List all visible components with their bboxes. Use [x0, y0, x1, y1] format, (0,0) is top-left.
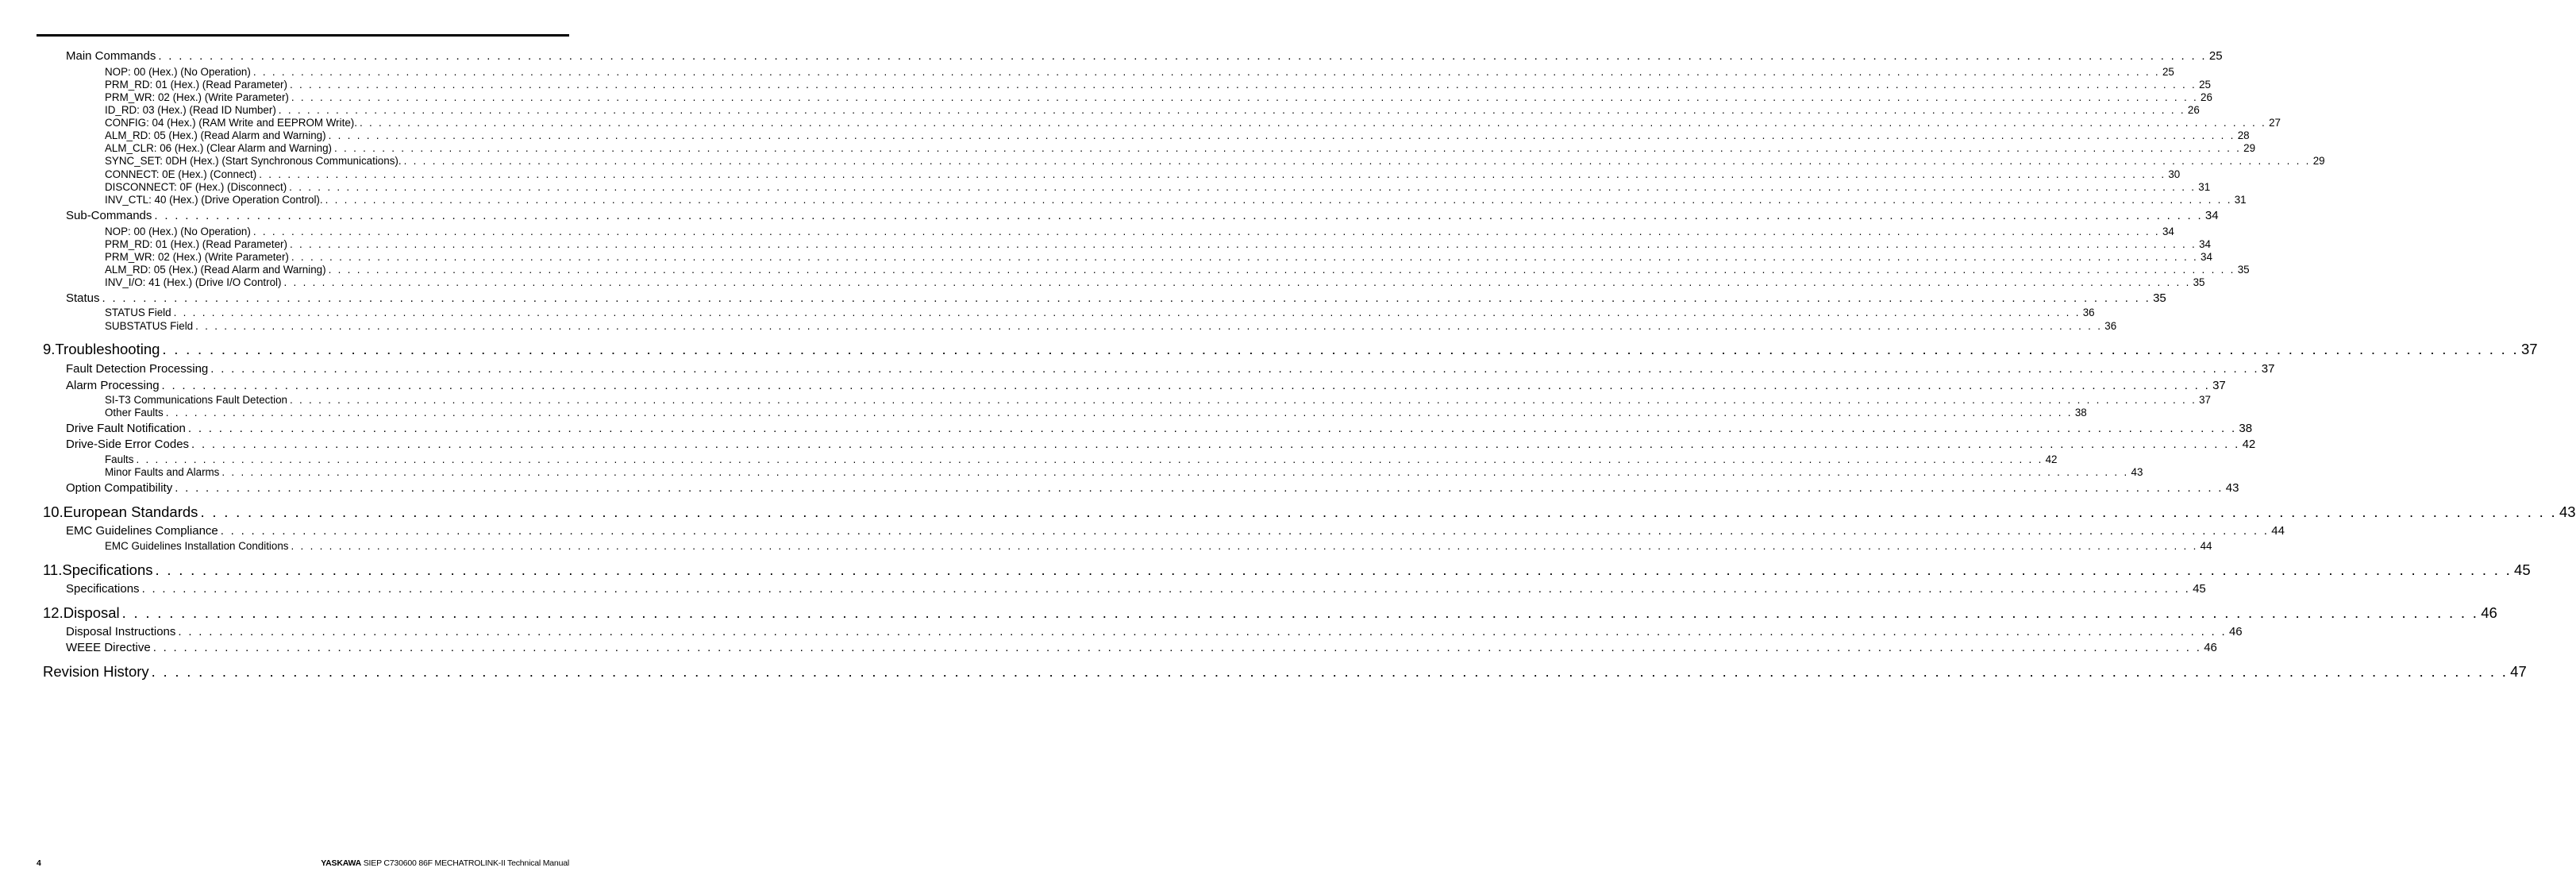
- entry-page-number: 37: [2520, 341, 2538, 357]
- toc-entry[interactable]: [66, 481, 2239, 495]
- dot-leader: . . . . . . . . . . . . . . . . . . . . . . . . . . . . . . . . . . . . . . . . . . . . . . . . . . . . . . . . . . . . . . . . . . . . . . . . . . . . . . . . . . . . . . . . . . . . . . . . . . . . . . . . . . . . . . . . . . . . . . . . . . . . . . . . . . . . . . . . . . . . . . . . . . . . . . . . . . . . . . . . . . . . . . . . . . . . . . . . . . . . . . . . . . . . . . . . . . . . . . . .: [178, 625, 2227, 638]
- entry-title: Faults: [105, 453, 134, 465]
- entry-title: PRM_WR: 02 (Hex.) (Write Parameter): [105, 251, 289, 263]
- entry-page-number: 30: [2168, 168, 2181, 180]
- entry-page-number: 38: [2074, 407, 2087, 418]
- toc-entry[interactable]: [66, 582, 2206, 596]
- entry-title: NOP: 00 (Hex.) (No Operation): [105, 66, 251, 78]
- entry-title: Other Faults: [105, 407, 164, 418]
- footer-page-number: 4: [37, 858, 41, 868]
- entry-page-number: 46: [2228, 625, 2243, 638]
- dot-leader: . . . . . . . . . . . . . . . . . . . . . . . . . . . . . . . . . . . . . . . . . . . . . . . . . . . . . . . . . . . . . . . . . . . . . . . . . . . . . . . . . . . . . . . . . . . . . . . . . . . . . . . . . . . . . . . . . . . . . . . . . . . . . . . . . . . . . . . . . . . . . . . . . . . . . . . . . . . . . . . . . . . . . . . . . . . . . . . . . . . . . . . . . . . . . . . . . . . . . . . .: [162, 341, 2519, 357]
- toc-entry[interactable]: [105, 453, 2058, 465]
- toc-entry[interactable]: [66, 438, 2256, 451]
- entry-title: Troubleshooting: [55, 341, 160, 357]
- entry-title: NOP: 00 (Hex.) (No Operation): [105, 226, 251, 237]
- entry-page-number: 34: [2199, 238, 2211, 250]
- dot-leader: . . . . . . . . . . . . . . . . . . . . . . . . . . . . . . . . . . . . . . . . . . . . . . . . . . . . . . . . . . . . . . . . . . . . . . . . . . . . . . . . . . . . . . . . . . . . . . . . . . . . . . . . . . . . . . . . . . . . . . . . . . . . . . . . . . . . . . . . . . . . . . . . . . . . . . . . . . . . . . . . . . . . . . . . . . . . . . . . . . . . . . . . . . . . . . . . . . . . . . . .: [141, 582, 2191, 596]
- toc-entry[interactable]: [105, 251, 2212, 263]
- dot-leader: . . . . . . . . . . . . . . . . . . . . . . . . . . . . . . . . . . . . . . . . . . . . . . . . . . . . . . . . . . . . . . . . . . . . . . . . . . . . . . . . . . . . . . . . . . . . . . . . . . . . . . . . . . . . . . . . . . . . . . . . . . . . . . . . . . . . . . . . . . . . . . . . . . . . . . . . . . . . . . . . . . . . . . . . . . . . . . . . . . . . . . . . . . . . . . . . . . . . . . . .: [173, 307, 2081, 318]
- toc-entry[interactable]: [105, 320, 2117, 332]
- entry-page-number: 31: [2198, 181, 2211, 193]
- chapter-number: 9.: [43, 341, 56, 357]
- toc-entry[interactable]: [66, 209, 2219, 222]
- toc-entry[interactable]: [105, 394, 2211, 406]
- entry-page-number: 43: [2131, 466, 2143, 478]
- dot-leader: . . . . . . . . . . . . . . . . . . . . . . . . . . . . . . . . . . . . . . . . . . . . . . . . . . . . . . . . . . . . . . . . . . . . . . . . . . . . . . . . . . . . . . . . . . . . . . . . . . . . . . . . . . . . . . . . . . . . . . . . . . . . . . . . . . . . . . . . . . . . . . . . . . . . . . . . . . . . . . . . . . . . . . . . . . . . . . . . . . . . . . . . . . . . . . . . . . . . . . . .: [334, 142, 2242, 154]
- dot-leader: . . . . . . . . . . . . . . . . . . . . . . . . . . . . . . . . . . . . . . . . . . . . . . . . . . . . . . . . . . . . . . . . . . . . . . . . . . . . . . . . . . . . . . . . . . . . . . . . . . . . . . . . . . . . . . . . . . . . . . . . . . . . . . . . . . . . . . . . . . . . . . . . . . . . . . . . . . . . . . . . . . . . . . . . . . . . . . . . . . . . . . . . . . . . . . . . . . . . . . . .: [252, 66, 2160, 78]
- entry-title: Main Commands: [66, 49, 156, 63]
- entry-page-number: 42: [2242, 438, 2256, 451]
- toc-entry[interactable]: [66, 524, 2285, 538]
- dot-leader: . . . . . . . . . . . . . . . . . . . . . . . . . . . . . . . . . . . . . . . . . . . . . . . . . . . . . . . . . . . . . . . . . . . . . . . . . . . . . . . . . . . . . . . . . . . . . . . . . . . . . . . . . . . . . . . . . . . . . . . . . . . . . . . . . . . . . . . . . . . . . . . . . . . . . . . . . . . . . . . . . . . . . . . . . . . . . . . . . . . . . . . . . . . . . . . . . . . . . . . .: [187, 422, 2237, 435]
- dot-leader: . . . . . . . . . . . . . . . . . . . . . . . . . . . . . . . . . . . . . . . . . . . . . . . . . . . . . . . . . . . . . . . . . . . . . . . . . . . . . . . . . . . . . . . . . . . . . . . . . . . . . . . . . . . . . . . . . . . . . . . . . . . . . . . . . . . . . . . . . . . . . . . . . . . . . . . . . . . . . . . . . . . . . . . . . . . . . . . . . . . . . . . . . . . . . . . . . . . . . . . .: [175, 481, 2224, 495]
- entry-page-number: 36: [2082, 307, 2095, 318]
- entry-page-number: 44: [2271, 524, 2285, 538]
- entry-page-number: 34: [2204, 209, 2219, 222]
- toc-revision-entry[interactable]: [43, 663, 2527, 681]
- entry-page-number: 43: [2559, 503, 2576, 520]
- entry-page-number: 31: [2234, 194, 2247, 206]
- toc-entry[interactable]: [66, 362, 2275, 376]
- entry-page-number: 26: [2187, 104, 2200, 116]
- entry-title: EMC Guidelines Installation Conditions: [105, 540, 289, 552]
- dot-leader: . . . . . . . . . . . . . . . . . . . . . . . . . . . . . . . . . . . . . . . . . . . . . . . . . . . . . . . . . . . . . . . . . . . . . . . . . . . . . . . . . . . . . . . . . . . . . . . . . . . . . . . . . . . . . . . . . . . . . . . . . . . . . . . . . . . . . . . . . . . . . . . . . . . . . . . . . . . . . . . . . . . . . . . . . . . . . . . . . . . . . . . . . . . . . . . . . . . . . . . .: [161, 379, 2211, 392]
- entry-page-number: 25: [2199, 79, 2211, 91]
- dot-leader: . . . . . . . . . . . . . . . . . . . . . . . . . . . . . . . . . . . . . . . . . . . . . . . . . . . . . . . . . . . . . . . . . . . . . . . . . . . . . . . . . . . . . . . . . . . . . . . . . . . . . . . . . . . . . . . . . . . . . . . . . . . . . . . . . . . . . . . . . . . . . . . . . . . . . . . . . . . . . . . . . . . . . . . . . . . . . . . . . . . . . . . . . . . . . . . . . . . . . . . .: [403, 155, 2311, 167]
- toc-entry[interactable]: [105, 407, 2087, 418]
- entry-page-number: 37: [2212, 379, 2226, 392]
- entry-title: DISCONNECT: 0F (Hex.) (Disconnect): [105, 181, 287, 193]
- toc-entry[interactable]: [66, 291, 2166, 305]
- dot-leader: . . . . . . . . . . . . . . . . . . . . . . . . . . . . . . . . . . . . . . . . . . . . . . . . . . . . . . . . . . . . . . . . . . . . . . . . . . . . . . . . . . . . . . . . . . . . . . . . . . . . . . . . . . . . . . . . . . . . . . . . . . . . . . . . . . . . . . . . . . . . . . . . . . . . . . . . . . . . . . . . . . . . . . . . . . . . . . . . . . . . . . . . . . . . . . . . . . . . . . . .: [291, 251, 2199, 263]
- entry-title: Drive Fault Notification: [66, 422, 186, 435]
- chapter-number: 11.: [43, 561, 63, 578]
- entry-title: Specifications: [62, 561, 153, 578]
- toc-entry[interactable]: [105, 117, 2281, 129]
- entry-title: ALM_RD: 05 (Hex.) (Read Alarm and Warning): [105, 129, 326, 141]
- toc-entry[interactable]: [105, 66, 2174, 78]
- dot-leader: . . . . . . . . . . . . . . . . . . . . . . . . . . . . . . . . . . . . . . . . . . . . . . . . . . . . . . . . . . . . . . . . . . . . . . . . . . . . . . . . . . . . . . . . . . . . . . . . . . . . . . . . . . . . . . . . . . . . . . . . . . . . . . . . . . . . . . . . . . . . . . . . . . . . . . . . . . . . . . . . . . . . . . . . . . . . . . . . . . . . . . . . . . . . . . . . . . . . . . . .: [154, 209, 2203, 222]
- entry-page-number: 46: [2204, 641, 2217, 654]
- entry-page-number: 42: [2045, 453, 2058, 465]
- entry-title: ALM_RD: 05 (Hex.) (Read Alarm and Warning): [105, 264, 326, 276]
- entry-page-number: 36: [2104, 320, 2117, 332]
- entry-page-number: 29: [2312, 155, 2325, 167]
- entry-page-number: 29: [2243, 142, 2256, 154]
- toc-entry[interactable]: [66, 641, 2217, 654]
- entry-title: EMC Guidelines Compliance: [66, 524, 218, 538]
- dot-leader: . . . . . . . . . . . . . . . . . . . . . . . . . . . . . . . . . . . . . . . . . . . . . . . . . . . . . . . . . . . . . . . . . . . . . . . . . . . . . . . . . . . . . . . . . . . . . . . . . . . . . . . . . . . . . . . . . . . . . . . . . . . . . . . . . . . . . . . . . . . . . . . . . . . . . . . . . . . . . . . . . . . . . . . . . . . . . . . . . . . . . . . . . . . . . . . . . . . . . . . .: [283, 276, 2191, 288]
- toc-entry[interactable]: [105, 168, 2181, 180]
- entry-page-number: 37: [2199, 394, 2211, 406]
- toc-entry[interactable]: [105, 91, 2212, 103]
- dot-leader: . . . . . . . . . . . . . . . . . . . . . . . . . . . . . . . . . . . . . . . . . . . . . . . . . . . . . . . . . . . . . . . . . . . . . . . . . . . . . . . . . . . . . . . . . . . . . . . . . . . . . . . . . . . . . . . . . . . . . . . . . . . . . . . . . . . . . . . . . . . . . . . . . . . . . . . . . . . . . . . . . . . . . . . . . . . . . . . . . . . . . . . . . . . . . . . . . . . . . . . .: [359, 117, 2267, 129]
- dot-leader: . . . . . . . . . . . . . . . . . . . . . . . . . . . . . . . . . . . . . . . . . . . . . . . . . . . . . . . . . . . . . . . . . . . . . . . . . . . . . . . . . . . . . . . . . . . . . . . . . . . . . . . . . . . . . . . . . . . . . . . . . . . . . . . . . . . . . . . . . . . . . . . . . . . . . . . . . . . . . . . . . . . . . . . . . . . . . . . . . . . . . . . . . . . . . . . . . . . . . . . .: [102, 291, 2151, 305]
- entry-title: PRM_RD: 01 (Hex.) (Read Parameter): [105, 79, 287, 91]
- footer-doc-title: SIEP C730600 86F MECHATROLINK-II Technical Manual: [363, 858, 569, 868]
- entry-title: SYNC_SET: 0DH (Hex.) (Start Synchronous Communications).: [105, 155, 402, 167]
- entry-page-number: 37: [2261, 362, 2275, 376]
- entry-page-number: 35: [2153, 291, 2166, 305]
- dot-leader: . . . . . . . . . . . . . . . . . . . . . . . . . . . . . . . . . . . . . . . . . . . . . . . . . . . . . . . . . . . . . . . . . . . . . . . . . . . . . . . . . . . . . . . . . . . . . . . . . . . . . . . . . . . . . . . . . . . . . . . . . . . . . . . . . . . . . . . . . . . . . . . . . . . . . . . . . . . . . . . . . . . . . . . . . . . . . . . . . . . . . . . . . . . . . . . . . . . . . . . .: [155, 561, 2512, 578]
- entry-page-number: 27: [2269, 117, 2281, 129]
- entry-page-number: 43: [2225, 481, 2239, 495]
- toc-chapter-entry[interactable]: [43, 561, 2531, 579]
- toc-entry[interactable]: [105, 307, 2095, 318]
- entry-title: INV_I/O: 41 (Hex.) (Drive I/O Control): [105, 276, 282, 288]
- entry-title: European Standards: [63, 503, 198, 520]
- entry-title: ALM_CLR: 06 (Hex.) (Clear Alarm and Warning): [105, 142, 333, 154]
- dot-leader: . . . . . . . . . . . . . . . . . . . . . . . . . . . . . . . . . . . . . . . . . . . . . . . . . . . . . . . . . . . . . . . . . . . . . . . . . . . . . . . . . . . . . . . . . . . . . . . . . . . . . . . . . . . . . . . . . . . . . . . . . . . . . . . . . . . . . . . . . . . . . . . . . . . . . . . . . . . . . . . . . . . . . . . . . . . . . . . . . . . . . . . . . . . . . . . . . . . . . . . .: [252, 226, 2160, 237]
- toc-chapter-entry[interactable]: [43, 341, 2538, 358]
- footer-brand: YASKAWA: [321, 858, 362, 868]
- toc-chapter-entry[interactable]: [43, 604, 2497, 622]
- toc-chapter-entry[interactable]: [43, 503, 2576, 521]
- entry-title: CONNECT: 0E (Hex.) (Connect): [105, 168, 257, 180]
- entry-title: Revision History: [43, 663, 149, 680]
- dot-leader: . . . . . . . . . . . . . . . . . . . . . . . . . . . . . . . . . . . . . . . . . . . . . . . . . . . . . . . . . . . . . . . . . . . . . . . . . . . . . . . . . . . . . . . . . . . . . . . . . . . . . . . . . . . . . . . . . . . . . . . . . . . . . . . . . . . . . . . . . . . . . . . . . . . . . . . . . . . . . . . . . . . . . . . . . . . . . . . . . . . . . . . . . . . . . . . . . . . . . . . .: [136, 453, 2043, 465]
- entry-page-number: 35: [2193, 276, 2205, 288]
- dot-leader: . . . . . . . . . . . . . . . . . . . . . . . . . . . . . . . . . . . . . . . . . . . . . . . . . . . . . . . . . . . . . . . . . . . . . . . . . . . . . . . . . . . . . . . . . . . . . . . . . . . . . . . . . . . . . . . . . . . . . . . . . . . . . . . . . . . . . . . . . . . . . . . . . . . . . . . . . . . . . . . . . . . . . . . . . . . . . . . . . . . . . . . . . . . . . . . . . . . . . . . .: [289, 238, 2197, 250]
- dot-leader: . . . . . . . . . . . . . . . . . . . . . . . . . . . . . . . . . . . . . . . . . . . . . . . . . . . . . . . . . . . . . . . . . . . . . . . . . . . . . . . . . . . . . . . . . . . . . . . . . . . . . . . . . . . . . . . . . . . . . . . . . . . . . . . . . . . . . . . . . . . . . . . . . . . . . . . . . . . . . . . . . . . . . . . . . . . . . . . . . . . . . . . . . . . . . . . . . . . . . . . .: [221, 466, 2129, 478]
- dot-leader: . . . . . . . . . . . . . . . . . . . . . . . . . . . . . . . . . . . . . . . . . . . . . . . . . . . . . . . . . . . . . . . . . . . . . . . . . . . . . . . . . . . . . . . . . . . . . . . . . . . . . . . . . . . . . . . . . . . . . . . . . . . . . . . . . . . . . . . . . . . . . . . . . . . . . . . . . . . . . . . . . . . . . . . . . . . . . . . . . . . . . . . . . . . . . . . . . . . . . . . .: [289, 79, 2197, 91]
- toc-entry[interactable]: [105, 194, 2247, 206]
- dot-leader: . . . . . . . . . . . . . . . . . . . . . . . . . . . . . . . . . . . . . . . . . . . . . . . . . . . . . . . . . . . . . . . . . . . . . . . . . . . . . . . . . . . . . . . . . . . . . . . . . . . . . . . . . . . . . . . . . . . . . . . . . . . . . . . . . . . . . . . . . . . . . . . . . . . . . . . . . . . . . . . . . . . . . . . . . . . . . . . . . . . . . . . . . . . . . . . . . . . . . . . .: [259, 168, 2166, 180]
- entry-title: Status: [66, 291, 100, 305]
- entry-title: Fault Detection Processing: [66, 362, 209, 376]
- dot-leader: . . . . . . . . . . . . . . . . . . . . . . . . . . . . . . . . . . . . . . . . . . . . . . . . . . . . . . . . . . . . . . . . . . . . . . . . . . . . . . . . . . . . . . . . . . . . . . . . . . . . . . . . . . . . . . . . . . . . . . . . . . . . . . . . . . . . . . . . . . . . . . . . . . . . . . . . . . . . . . . . . . . . . . . . . . . . . . . . . . . . . . . . . . . . . . . . . . . . . . . .: [291, 91, 2199, 103]
- entry-title: WEEE Directive: [66, 641, 151, 654]
- dot-leader: . . . . . . . . . . . . . . . . . . . . . . . . . . . . . . . . . . . . . . . . . . . . . . . . . . . . . . . . . . . . . . . . . . . . . . . . . . . . . . . . . . . . . . . . . . . . . . . . . . . . . . . . . . . . . . . . . . . . . . . . . . . . . . . . . . . . . . . . . . . . . . . . . . . . . . . . . . . . . . . . . . . . . . . . . . . . . . . . . . . . . . . . . . . . . . . . . . . . . . . .: [158, 49, 2207, 63]
- entry-title: CONFIG: 04 (Hex.) (RAM Write and EEPROM Write).: [105, 117, 357, 129]
- entry-page-number: 47: [2510, 663, 2527, 680]
- toc-entry[interactable]: [105, 226, 2174, 237]
- chapter-number: 10.: [43, 503, 64, 520]
- dot-leader: . . . . . . . . . . . . . . . . . . . . . . . . . . . . . . . . . . . . . . . . . . . . . . . . . . . . . . . . . . . . . . . . . . . . . . . . . . . . . . . . . . . . . . . . . . . . . . . . . . . . . . . . . . . . . . . . . . . . . . . . . . . . . . . . . . . . . . . . . . . . . . . . . . . . . . . . . . . . . . . . . . . . . . . . . . . . . . . . . . . . . . . . . . . . . . . . . . . . . . . .: [291, 540, 2198, 552]
- dot-leader: . . . . . . . . . . . . . . . . . . . . . . . . . . . . . . . . . . . . . . . . . . . . . . . . . . . . . . . . . . . . . . . . . . . . . . . . . . . . . . . . . . . . . . . . . . . . . . . . . . . . . . . . . . . . . . . . . . . . . . . . . . . . . . . . . . . . . . . . . . . . . . . . . . . . . . . . . . . . . . . . . . . . . . . . . . . . . . . . . . . . . . . . . . . . . . . . . . . . . . . .: [200, 503, 2557, 520]
- toc-entry[interactable]: [105, 276, 2205, 288]
- toc-entry[interactable]: [105, 79, 2211, 91]
- dot-leader: . . . . . . . . . . . . . . . . . . . . . . . . . . . . . . . . . . . . . . . . . . . . . . . . . . . . . . . . . . . . . . . . . . . . . . . . . . . . . . . . . . . . . . . . . . . . . . . . . . . . . . . . . . . . . . . . . . . . . . . . . . . . . . . . . . . . . . . . . . . . . . . . . . . . . . . . . . . . . . . . . . . . . . . . . . . . . . . . . . . . . . . . . . . . . . . . . . . . . . . .: [328, 129, 2235, 141]
- toc-entry[interactable]: [105, 129, 2250, 141]
- entry-page-number: 25: [2208, 49, 2223, 63]
- toc-entry[interactable]: [105, 181, 2211, 193]
- entry-page-number: 25: [2162, 66, 2174, 78]
- entry-title: Disposal Instructions: [66, 625, 176, 638]
- entry-page-number: 44: [2200, 540, 2212, 552]
- dot-leader: . . . . . . . . . . . . . . . . . . . . . . . . . . . . . . . . . . . . . . . . . . . . . . . . . . . . . . . . . . . . . . . . . . . . . . . . . . . . . . . . . . . . . . . . . . . . . . . . . . . . . . . . . . . . . . . . . . . . . . . . . . . . . . . . . . . . . . . . . . . . . . . . . . . . . . . . . . . . . . . . . . . . . . . . . . . . . . . . . . . . . . . . . . . . . . . . . . . . . . . .: [220, 524, 2270, 538]
- entry-page-number: 26: [2201, 91, 2212, 103]
- entry-title: ID_RD: 03 (Hex.) (Read ID Number): [105, 104, 276, 116]
- footer-document-title: [321, 858, 569, 868]
- entry-page-number: 34: [2201, 251, 2212, 263]
- header-rule: [37, 34, 569, 37]
- dot-leader: . . . . . . . . . . . . . . . . . . . . . . . . . . . . . . . . . . . . . . . . . . . . . . . . . . . . . . . . . . . . . . . . . . . . . . . . . . . . . . . . . . . . . . . . . . . . . . . . . . . . . . . . . . . . . . . . . . . . . . . . . . . . . . . . . . . . . . . . . . . . . . . . . . . . . . . . . . . . . . . . . . . . . . . . . . . . . . . . . . . . . . . . . . . . . . . . . . . . . . . .: [121, 604, 2479, 621]
- entry-title: PRM_WR: 02 (Hex.) (Write Parameter): [105, 91, 289, 103]
- dot-leader: . . . . . . . . . . . . . . . . . . . . . . . . . . . . . . . . . . . . . . . . . . . . . . . . . . . . . . . . . . . . . . . . . . . . . . . . . . . . . . . . . . . . . . . . . . . . . . . . . . . . . . . . . . . . . . . . . . . . . . . . . . . . . . . . . . . . . . . . . . . . . . . . . . . . . . . . . . . . . . . . . . . . . . . . . . . . . . . . . . . . . . . . . . . . . . . . . . . . . . . .: [152, 641, 2202, 654]
- dot-leader: . . . . . . . . . . . . . . . . . . . . . . . . . . . . . . . . . . . . . . . . . . . . . . . . . . . . . . . . . . . . . . . . . . . . . . . . . . . . . . . . . . . . . . . . . . . . . . . . . . . . . . . . . . . . . . . . . . . . . . . . . . . . . . . . . . . . . . . . . . . . . . . . . . . . . . . . . . . . . . . . . . . . . . . . . . . . . . . . . . . . . . . . . . . . . . . . . . . . . . . .: [151, 663, 2509, 680]
- toc-entry[interactable]: [105, 142, 2256, 154]
- toc-entry[interactable]: [105, 104, 2200, 116]
- entry-page-number: 45: [2193, 582, 2206, 596]
- toc-entry[interactable]: [105, 238, 2211, 250]
- entry-page-number: 38: [2239, 422, 2253, 435]
- dot-leader: . . . . . . . . . . . . . . . . . . . . . . . . . . . . . . . . . . . . . . . . . . . . . . . . . . . . . . . . . . . . . . . . . . . . . . . . . . . . . . . . . . . . . . . . . . . . . . . . . . . . . . . . . . . . . . . . . . . . . . . . . . . . . . . . . . . . . . . . . . . . . . . . . . . . . . . . . . . . . . . . . . . . . . . . . . . . . . . . . . . . . . . . . . . . . . . . . . . . . . . .: [289, 394, 2197, 406]
- entry-title: Specifications: [66, 582, 140, 596]
- entry-page-number: 28: [2237, 129, 2250, 141]
- toc-entry[interactable]: [66, 625, 2243, 638]
- dot-leader: . . . . . . . . . . . . . . . . . . . . . . . . . . . . . . . . . . . . . . . . . . . . . . . . . . . . . . . . . . . . . . . . . . . . . . . . . . . . . . . . . . . . . . . . . . . . . . . . . . . . . . . . . . . . . . . . . . . . . . . . . . . . . . . . . . . . . . . . . . . . . . . . . . . . . . . . . . . . . . . . . . . . . . . . . . . . . . . . . . . . . . . . . . . . . . . . . . . . . . . .: [278, 104, 2185, 116]
- entry-title: Disposal: [63, 604, 120, 621]
- entry-page-number: 34: [2162, 226, 2174, 237]
- entry-title: Sub-Commands: [66, 209, 152, 222]
- dot-leader: . . . . . . . . . . . . . . . . . . . . . . . . . . . . . . . . . . . . . . . . . . . . . . . . . . . . . . . . . . . . . . . . . . . . . . . . . . . . . . . . . . . . . . . . . . . . . . . . . . . . . . . . . . . . . . . . . . . . . . . . . . . . . . . . . . . . . . . . . . . . . . . . . . . . . . . . . . . . . . . . . . . . . . . . . . . . . . . . . . . . . . . . . . . . . . . . . . . . . . . .: [165, 407, 2073, 418]
- dot-leader: . . . . . . . . . . . . . . . . . . . . . . . . . . . . . . . . . . . . . . . . . . . . . . . . . . . . . . . . . . . . . . . . . . . . . . . . . . . . . . . . . . . . . . . . . . . . . . . . . . . . . . . . . . . . . . . . . . . . . . . . . . . . . . . . . . . . . . . . . . . . . . . . . . . . . . . . . . . . . . . . . . . . . . . . . . . . . . . . . . . . . . . . . . . . . . . . . . . . . . . .: [191, 438, 2240, 451]
- entry-title: SI-T3 Communications Fault Detection: [105, 394, 287, 406]
- dot-leader: . . . . . . . . . . . . . . . . . . . . . . . . . . . . . . . . . . . . . . . . . . . . . . . . . . . . . . . . . . . . . . . . . . . . . . . . . . . . . . . . . . . . . . . . . . . . . . . . . . . . . . . . . . . . . . . . . . . . . . . . . . . . . . . . . . . . . . . . . . . . . . . . . . . . . . . . . . . . . . . . . . . . . . . . . . . . . . . . . . . . . . . . . . . . . . . . . . . . . . . .: [328, 264, 2235, 276]
- toc-entry[interactable]: [66, 379, 2226, 392]
- toc-entry[interactable]: [105, 264, 2250, 276]
- dot-leader: . . . . . . . . . . . . . . . . . . . . . . . . . . . . . . . . . . . . . . . . . . . . . . . . . . . . . . . . . . . . . . . . . . . . . . . . . . . . . . . . . . . . . . . . . . . . . . . . . . . . . . . . . . . . . . . . . . . . . . . . . . . . . . . . . . . . . . . . . . . . . . . . . . . . . . . . . . . . . . . . . . . . . . . . . . . . . . . . . . . . . . . . . . . . . . . . . . . . . . . .: [289, 181, 2197, 193]
- toc-entry[interactable]: [105, 540, 2212, 552]
- entry-title: INV_CTL: 40 (Hex.) (Drive Operation Control).: [105, 194, 323, 206]
- entry-page-number: 35: [2237, 264, 2250, 276]
- entry-title: Drive-Side Error Codes: [66, 438, 190, 451]
- dot-leader: . . . . . . . . . . . . . . . . . . . . . . . . . . . . . . . . . . . . . . . . . . . . . . . . . . . . . . . . . . . . . . . . . . . . . . . . . . . . . . . . . . . . . . . . . . . . . . . . . . . . . . . . . . . . . . . . . . . . . . . . . . . . . . . . . . . . . . . . . . . . . . . . . . . . . . . . . . . . . . . . . . . . . . . . . . . . . . . . . . . . . . . . . . . . . . . . . . . . . . . .: [325, 194, 2232, 206]
- entry-page-number: 46: [2481, 604, 2497, 621]
- toc-entry[interactable]: [105, 466, 2143, 478]
- toc-entry[interactable]: [66, 49, 2223, 63]
- entry-title: SUBSTATUS Field: [105, 320, 194, 332]
- entry-page-number: 45: [2514, 561, 2531, 578]
- dot-leader: . . . . . . . . . . . . . . . . . . . . . . . . . . . . . . . . . . . . . . . . . . . . . . . . . . . . . . . . . . . . . . . . . . . . . . . . . . . . . . . . . . . . . . . . . . . . . . . . . . . . . . . . . . . . . . . . . . . . . . . . . . . . . . . . . . . . . . . . . . . . . . . . . . . . . . . . . . . . . . . . . . . . . . . . . . . . . . . . . . . . . . . . . . . . . . . . . . . . . . . .: [210, 362, 2259, 376]
- toc-entry[interactable]: [105, 155, 2325, 167]
- chapter-number: 12.: [43, 604, 64, 621]
- entry-title: Alarm Processing: [66, 379, 160, 392]
- toc-entry[interactable]: [66, 422, 2253, 435]
- entry-title: STATUS Field: [105, 307, 171, 318]
- entry-title: Minor Faults and Alarms: [105, 466, 220, 478]
- entry-title: PRM_RD: 01 (Hex.) (Read Parameter): [105, 238, 287, 250]
- dot-leader: . . . . . . . . . . . . . . . . . . . . . . . . . . . . . . . . . . . . . . . . . . . . . . . . . . . . . . . . . . . . . . . . . . . . . . . . . . . . . . . . . . . . . . . . . . . . . . . . . . . . . . . . . . . . . . . . . . . . . . . . . . . . . . . . . . . . . . . . . . . . . . . . . . . . . . . . . . . . . . . . . . . . . . . . . . . . . . . . . . . . . . . . . . . . . . . . . . . . . . . .: [195, 320, 2103, 332]
- entry-title: Option Compatibility: [66, 481, 173, 495]
